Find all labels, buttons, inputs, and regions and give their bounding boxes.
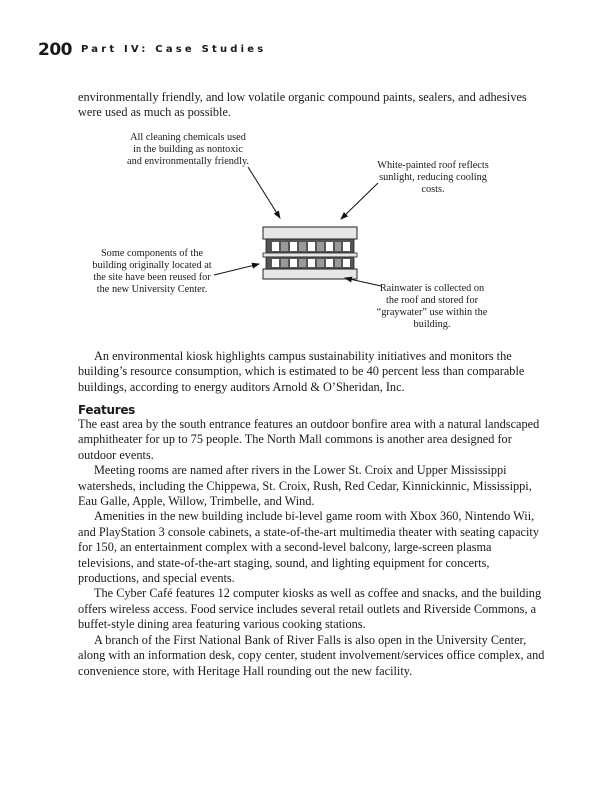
features-paragraph: Amenities in the new building include bi-level game room with Xbox 360, Nintendo Wii, and PlayStation 3 console cabinets, a state-of-the-art multimedia theater with seating capacity for 150, an entertainment complex with a second-level balcony, large-screen plasma televisions, and state-of-the-art staging, sound, and lighting equipment for concerts, productions, and special events. (78, 509, 539, 586)
callout-reuse: Some components of the building originally located at the site have been reused for the new University Center. (92, 248, 212, 295)
features-section (78, 417, 548, 679)
kiosk-paragraph (78, 349, 548, 395)
features-paragraph: A branch of the First National Bank of River Falls is also open in the University Center, along with an information desk, copy center, student involvement/services office complex, and convenience store, with Heritage Hall rounding out the new facility. (78, 632, 545, 678)
features-heading: Features (78, 403, 136, 417)
features-paragraph: Meeting rooms are named after rivers in the Lower St. Croix and Upper Mississippi watersheds, including the Chippewa, St. Croix, Rush, Red Cedar, Kinnickinnic, Mississippi, Eau Galle, Apple, Willow, Trimbelle, and Wind. (78, 463, 532, 509)
arrow-cleaning (248, 167, 280, 218)
callout-rain: Rainwater is collected on the roof and stored for “graywater” use within the building. (376, 283, 488, 330)
page-number: 200 (38, 40, 72, 60)
arrow-reuse (214, 264, 259, 275)
features-paragraph: The east area by the south entrance features an outdoor bonfire area with a natural landscaped amphitheater for up to 75 people. The North Mall commons is another area designed for outdoor events. (78, 417, 540, 462)
building-icon (263, 227, 357, 279)
kiosk-text: An environmental kiosk highlights campus sustainability initiatives and monitors the building’s resource consumption, which is estimated to be 40 percent less than comparable buildings, according to energy auditors Arnold & O’Sheridan, Inc. (78, 349, 525, 394)
callout-roof: White-painted roof reflects sunlight, reducing cooling costs. (377, 160, 489, 195)
part-title: Part IV: Case Studies (81, 44, 267, 55)
intro-text: environmentally friendly, and low volatile organic compound paints, sealers, and adhesives were used as much as possible. (78, 90, 527, 120)
features-paragraph: The Cyber Café features 12 computer kiosks as well as coffee and snacks, and the building offers wireless access. Food service includes several retail outlets and Riverside Commons, a buffet-style dining area featuring various cooking stations. (78, 586, 542, 632)
callout-cleaning: All cleaning chemicals used in the building as nontoxic and environmentally friendly. (127, 132, 249, 167)
